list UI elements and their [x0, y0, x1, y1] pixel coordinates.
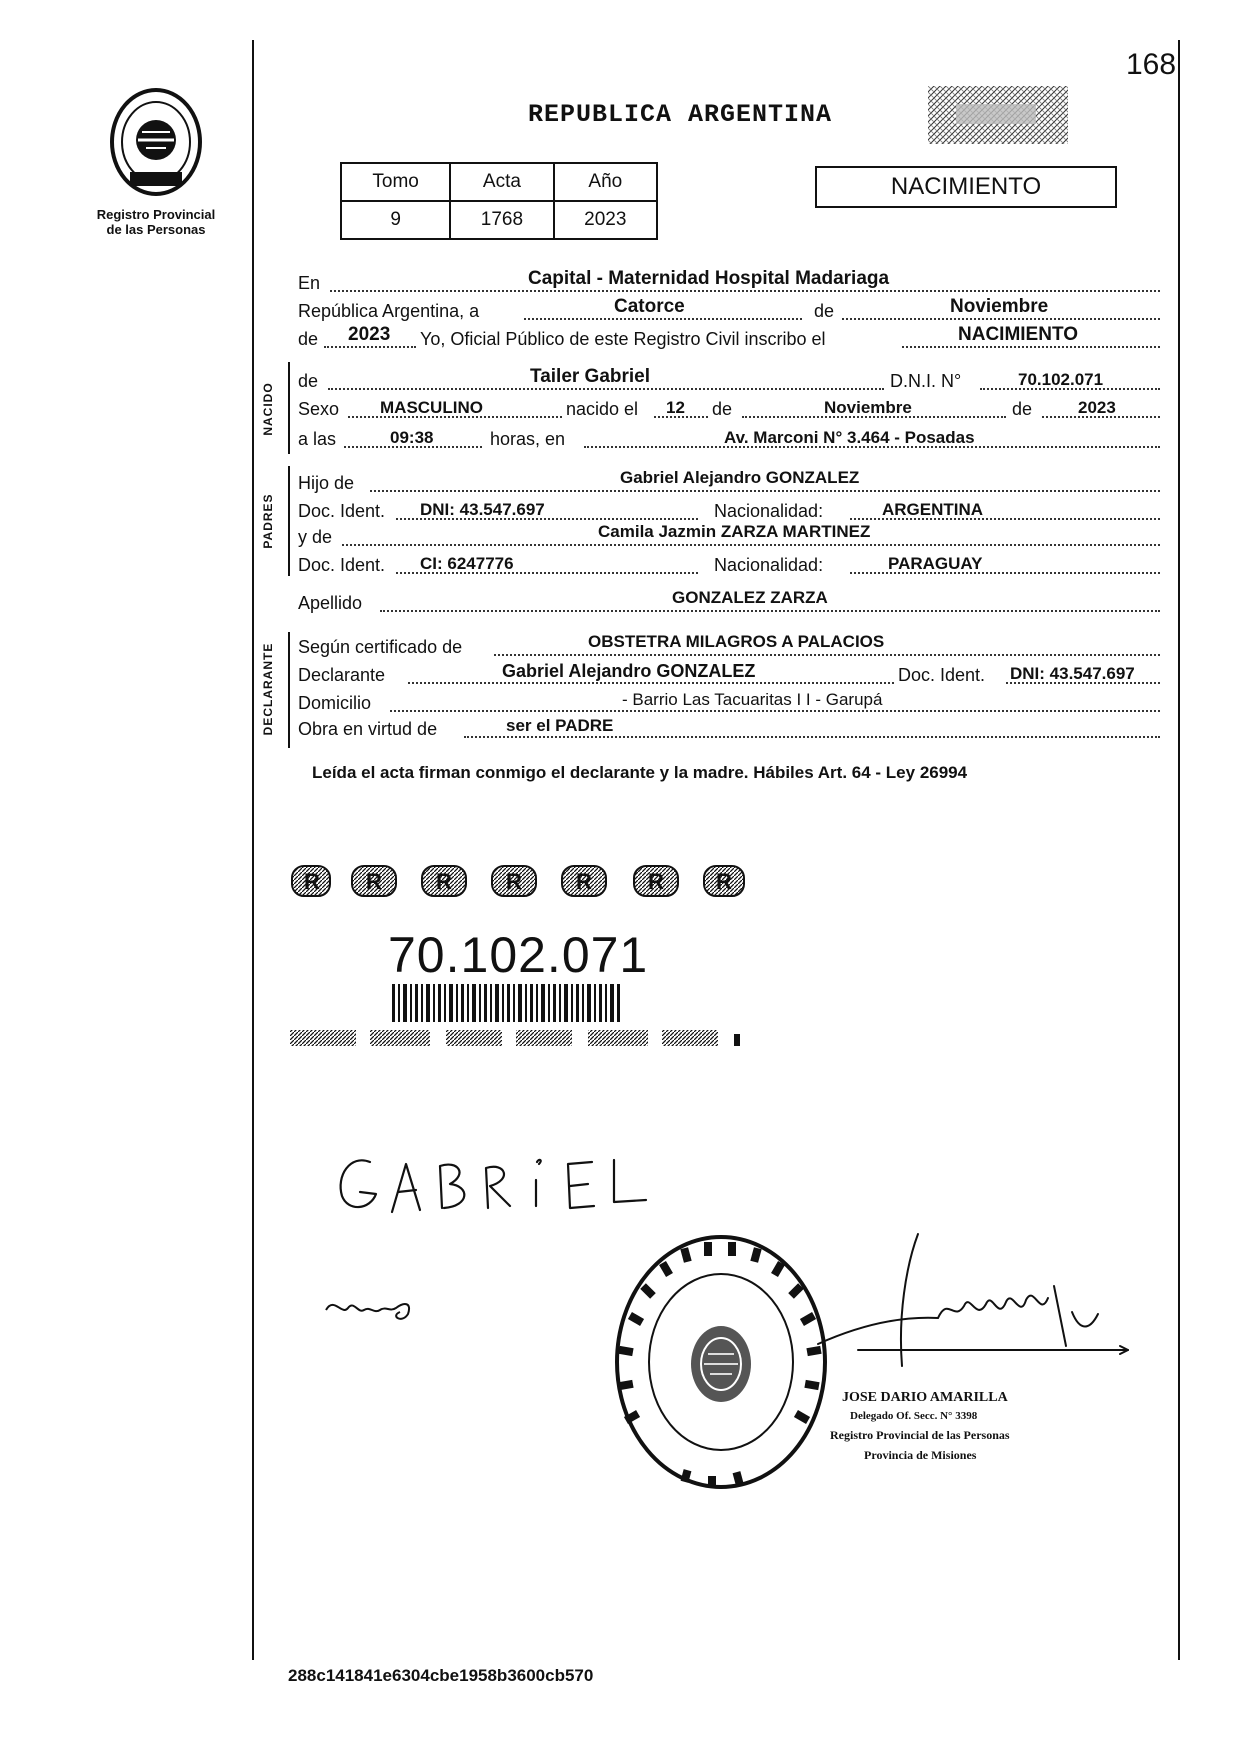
dots [342, 544, 1160, 546]
record-type-box: NACIMIENTO [815, 166, 1117, 208]
label-hijo-de: Hijo de [298, 473, 355, 493]
barcode [392, 984, 620, 1022]
handwritten-name [330, 1140, 670, 1220]
dots [324, 346, 416, 348]
right-margin-line [1178, 40, 1180, 1660]
dots [408, 682, 894, 684]
value-tipo: NACIMIENTO [958, 324, 1078, 345]
label-doc-ident: Doc. Ident. [298, 555, 386, 575]
page-number: 168 [1126, 48, 1177, 81]
value-madre: Camila Jazmin ZARZA MARTINEZ [598, 522, 871, 541]
left-margin-line [252, 40, 254, 1660]
label-doc-ident: Doc. Ident. [298, 501, 386, 521]
barcode-number: 70.102.071 [388, 927, 649, 983]
value-certificado: OBSTETRA MILAGROS A PALACIOS [588, 632, 885, 651]
value-padre-nac: ARGENTINA [882, 500, 984, 519]
row-hora [298, 426, 1160, 452]
svg-text:R: R [506, 869, 522, 894]
row-padre [298, 470, 1160, 496]
value-sexo: MASCULINO [380, 398, 483, 417]
official-province: Provincia de Misiones [864, 1448, 977, 1462]
header-acta: Acta [450, 163, 553, 201]
dots [390, 710, 1160, 712]
value-declarante-doc: DNI: 43.547.697 [1010, 664, 1135, 683]
label-de: de [1012, 399, 1033, 419]
svg-text:R: R [576, 869, 592, 894]
registry-caption-line1: Registro Provincial [96, 207, 216, 222]
header-tomo: Tomo [341, 163, 450, 201]
dots [842, 318, 1160, 320]
declarante-bracket [288, 632, 290, 748]
registry-seal-logo [108, 86, 204, 198]
dots [328, 388, 884, 390]
svg-text:R: R [436, 869, 452, 894]
svg-text:R: R [716, 869, 732, 894]
label-obra-en-virtud: Obra en virtud de [298, 719, 438, 739]
side-label-padres: PADRES [261, 493, 275, 549]
value-anio-inscripcion: 2023 [348, 324, 391, 345]
value-padre: Gabriel Alejandro GONZALEZ [620, 468, 860, 487]
value-dni: 70.102.071 [1018, 370, 1104, 389]
value-padre-doc: DNI: 43.547.697 [420, 500, 545, 519]
svg-text:R: R [648, 869, 664, 894]
label-nacido-el: nacido el [566, 399, 639, 419]
nacido-bracket [288, 362, 290, 454]
row-lugar [298, 270, 1160, 296]
mother-signature [320, 1290, 416, 1326]
row-certificado [298, 634, 1160, 660]
label-de: de [298, 371, 319, 391]
row-sexo [298, 396, 1160, 422]
row-madre-doc [298, 552, 1160, 578]
value-lugar: Capital - Maternidad Hospital Madariaga [528, 268, 890, 289]
label-horas-en: horas, en [490, 429, 566, 449]
official-title: Delegado Of. Secc. N° 3398 [850, 1410, 978, 1422]
value-anio: 2023 [554, 201, 657, 239]
value-madre-doc: CI: 6247776 [420, 554, 514, 573]
label-nacionalidad: Nacionalidad: [714, 555, 824, 575]
value-acta: 1768 [450, 201, 553, 239]
label-segun-certificado: Según certificado de [298, 637, 463, 657]
value-apellido: GONZALEZ ZARZA [672, 588, 828, 607]
row-declarante [298, 662, 1160, 688]
registry-caption-line2: de las Personas [106, 222, 206, 237]
dots [464, 736, 1160, 738]
label-dni: D.N.I. N° [890, 371, 962, 391]
official-signature [798, 1226, 1138, 1386]
record-table [340, 162, 658, 240]
security-r-band-bottom [290, 1028, 746, 1048]
side-label-declarante: DECLARANTE [261, 642, 275, 736]
dots [380, 610, 1160, 612]
row-nombre [298, 368, 1160, 394]
value-mes-inscripcion: Noviembre [950, 296, 1049, 317]
value-hora: 09:38 [390, 428, 434, 447]
dots [330, 290, 1160, 292]
value-madre-nac: PARAGUAY [888, 554, 983, 573]
label-apellido: Apellido [298, 593, 363, 613]
leida-text: Leída el acta firman conmigo el declarante y la madre. Hábiles Art. 64 - Ley 26994 [312, 763, 968, 782]
value-dia-nac: 12 [666, 398, 685, 417]
label-de: de [712, 399, 733, 419]
svg-text:R: R [304, 869, 320, 894]
value-declarante: Gabriel Alejandro GONZALEZ [502, 661, 756, 681]
official-registry: Registro Provincial de las Personas [830, 1428, 1010, 1442]
label-de: de [814, 301, 835, 321]
value-dia-letras: Catorce [614, 296, 685, 317]
label-sexo: Sexo [298, 399, 340, 419]
value-tomo: 9 [341, 201, 450, 239]
row-apellido [298, 590, 1160, 616]
registry-caption [76, 207, 236, 237]
value-anio-nac: 2023 [1078, 398, 1116, 417]
value-mes-nac: Noviembre [824, 398, 912, 417]
country-title: REPUBLICA ARGENTINA [528, 100, 833, 129]
padres-bracket [288, 466, 290, 576]
label-republica: República Argentina, a [298, 301, 480, 321]
security-r-band-top [290, 860, 746, 900]
row-fecha-inscripcion [298, 298, 1160, 324]
dots [524, 318, 802, 320]
value-domicilio-nac: Av. Marconi N° 3.464 - Posadas [724, 428, 975, 447]
official-name: JOSE DARIO AMARILLA [842, 1390, 1008, 1405]
label-doc-ident: Doc. Ident. [898, 665, 986, 685]
label-en: En [298, 273, 321, 293]
value-domicilio-declarante: - Barrio Las Tacuaritas I I - Garupá [622, 690, 883, 709]
value-virtud: ser el PADRE [506, 716, 614, 735]
security-hologram [928, 86, 1068, 144]
label-yo-oficial: Yo, Oficial Público de este Registro Civil inscribo el [420, 329, 826, 349]
label-y-de: y de [298, 527, 333, 547]
svg-text:R: R [366, 869, 382, 894]
label-domicilio: Domicilio [298, 693, 372, 713]
row-domicilio [298, 690, 1160, 716]
header-anio: Año [554, 163, 657, 201]
row-madre [298, 524, 1160, 550]
row-padre-doc [298, 498, 1160, 524]
label-declarante: Declarante [298, 665, 386, 685]
dots [370, 490, 1160, 492]
value-nombre: Tailer Gabriel [530, 366, 651, 387]
side-label-nacido: NACIDO [261, 382, 275, 436]
label-de: de [298, 329, 319, 349]
label-nacionalidad: Nacionalidad: [714, 501, 824, 521]
label-a-las: a las [298, 429, 337, 449]
row-inscripcion [298, 326, 1160, 352]
footer-hash: 288c141841e6304cbe1958b3600cb570 [288, 1666, 594, 1685]
dots [494, 654, 1160, 656]
dots [902, 346, 1160, 348]
row-virtud [298, 716, 1160, 742]
